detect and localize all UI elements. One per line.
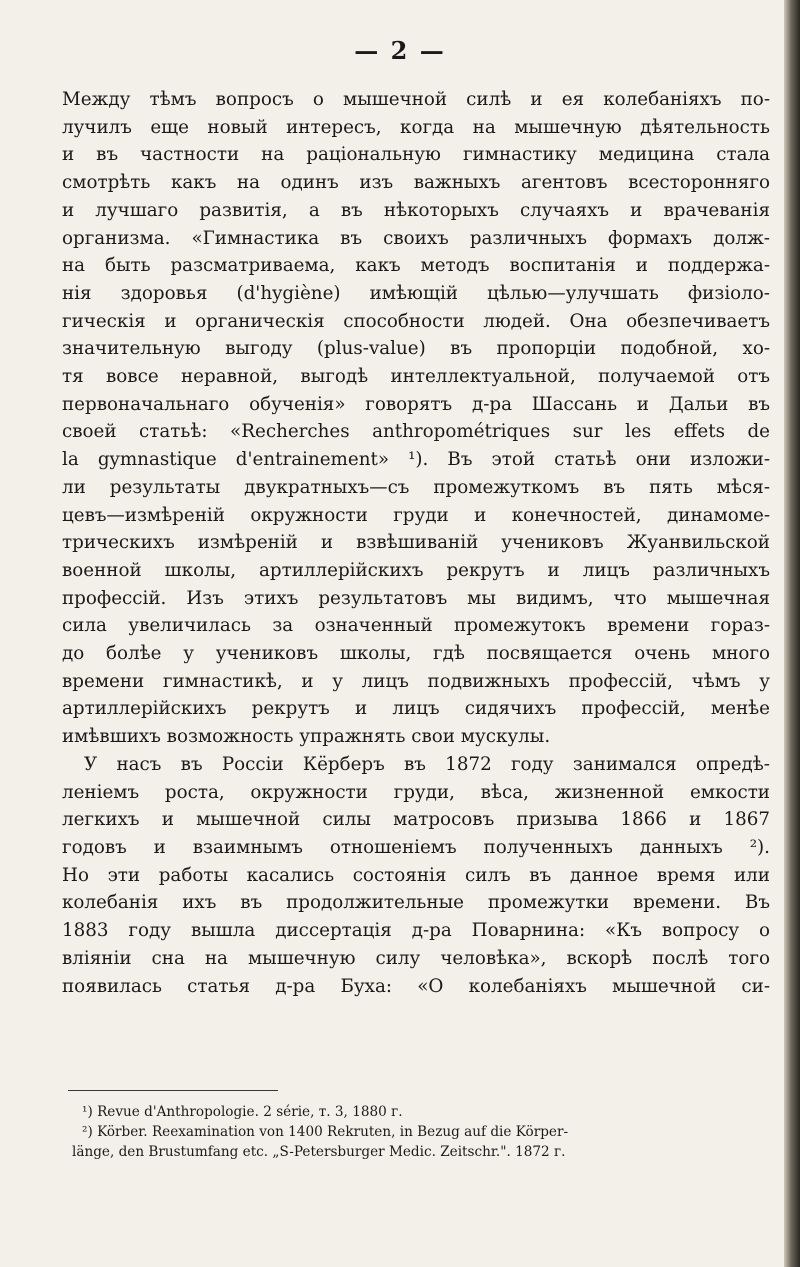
page-edge-shadow	[784, 0, 800, 1267]
text-line: появилась статья д-ра Буха: «О колебаніяхъ мышечной си-	[62, 975, 770, 997]
text-line: значительную выгоду (plus-value) въ пропорціи подобной, хо-	[62, 338, 770, 360]
text-line: артиллерійскихъ рекрутъ и лицъ сидячихъ профессій, менѣе	[62, 698, 770, 720]
body-text	[62, 86, 770, 1000]
text-line: цевъ—измѣреній окружности груди и конечностей, динамоме-	[62, 504, 770, 526]
text-line: вліяніи сна на мышечную силу человѣка», вскорѣ послѣ того	[62, 947, 770, 969]
text-line-paragraph-end: имѣвшихъ возможность упражнять свои мускулы.	[62, 726, 551, 748]
text-line: нія здоровья (d'hygiène) имѣющій цѣлью—улучшать физіоло-	[62, 282, 770, 304]
text-line: профессій. Изъ этихъ результатовъ мы видимъ, что мышечная	[62, 587, 770, 609]
text-line: гическія и органическія способности людей. Она обезпечиваетъ	[62, 310, 770, 332]
text-line: Но эти работы касались состоянія силъ въ данное время или	[62, 864, 770, 886]
text-line: трическихъ измѣреній и взвѣшиваній учениковъ Жуанвильской	[62, 532, 770, 554]
footnote-2-continued: länge, den Brustumfang etc. „S-Petersburger Medic. Zeitschr.". 1872 г.	[72, 1144, 566, 1160]
text-line: лучилъ еще новый интересъ, когда на мышечную дѣятельность	[62, 116, 770, 138]
text-line: тя вовсе неравной, выгодѣ интеллектуальной, получаемой отъ	[62, 366, 770, 388]
text-line-paragraph-start: У насъ въ Россіи Кёрберъ въ 1872 году занимался опредѣ-	[84, 753, 770, 775]
footnotes	[72, 1102, 772, 1162]
text-line: 1883 году вышла диссертація д-ра Поварнина: «Къ вопросу о	[62, 920, 770, 942]
footnote-1: ¹) Revue d'Anthropologie. 2 série, т. 3, 1880 г.	[82, 1104, 403, 1120]
text-line: и въ частности на раціональную гимнастику медицина стала	[62, 144, 770, 166]
text-line: сила увеличилась за означенный промежутокъ времени гораз-	[62, 615, 770, 637]
text-line: организма. «Гимнастика въ своихъ различныхъ формахъ долж-	[62, 227, 770, 249]
text-line: до болѣе у учениковъ школы, гдѣ посвящается очень много	[62, 643, 770, 665]
text-line: первоначальнаго обученія» говорятъ д-ра Шассань и Дальи въ	[62, 393, 770, 415]
text-line: и лучшаго развитія, а въ нѣкоторыхъ случаяхъ и врачеванія	[62, 199, 770, 221]
text-line: времени гимнастикѣ, и у лицъ подвижныхъ профессій, чѣмъ у	[62, 670, 770, 692]
footnote-separator	[68, 1090, 278, 1091]
text-line: годовъ и взаимнымъ отношеніемъ полученныхъ данныхъ ²).	[62, 836, 770, 858]
text-line: смотрѣть какъ на одинъ изъ важныхъ агентовъ всесторонняго	[62, 172, 770, 194]
text-line: колебанія ихъ въ продолжительные промежутки времени. Въ	[62, 892, 770, 914]
text-line: на быть разсматриваема, какъ методъ воспитанія и поддержа-	[62, 255, 770, 277]
text-line: своей статьѣ: «Recherches anthropométriques sur les effets de	[62, 421, 770, 443]
text-line: легкихъ и мышечной силы матросовъ призыва 1866 и 1867	[62, 809, 770, 831]
footnote-2: ²) Körber. Reexamination von 1400 Rekruten, in Bezug auf die Körper-	[82, 1124, 569, 1140]
text-line: ли результаты двукратныхъ—съ промежуткомъ въ пять мѣся-	[62, 476, 770, 498]
text-line: леніемъ роста, окружности груди, вѣса, жизненной емкости	[62, 781, 770, 803]
text-line: военной школы, артиллерійскихъ рекрутъ и лицъ различныхъ	[62, 559, 770, 581]
text-line: Между тѣмъ вопросъ о мышечной силѣ и ея колебаніяхъ по-	[62, 89, 770, 110]
page-number: — 2 —	[354, 36, 446, 65]
text-line: la gymnastique d'entrainement» ¹). Въ этой статьѣ они изложи-	[62, 449, 770, 471]
